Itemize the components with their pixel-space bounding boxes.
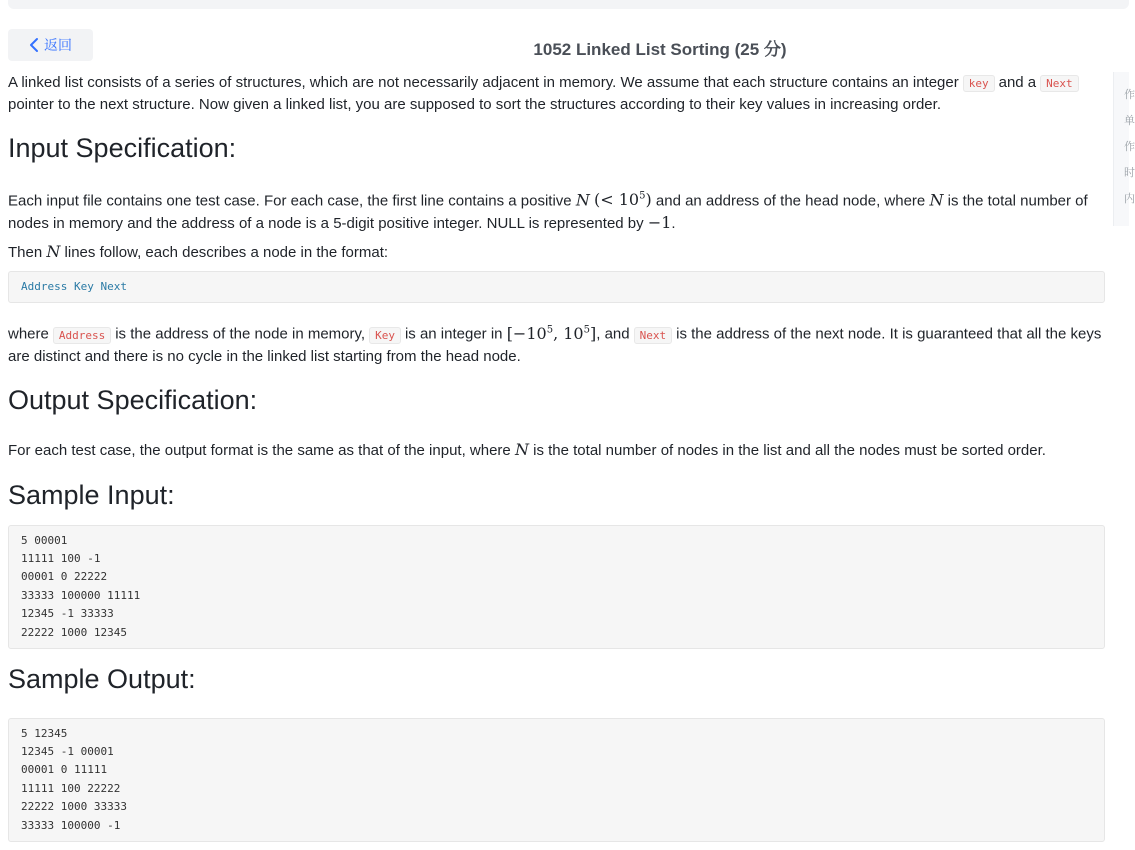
side-panel-item[interactable]: 内 xyxy=(1124,193,1135,205)
chevron-left-icon xyxy=(28,37,40,53)
top-bar xyxy=(8,0,1129,9)
code-next: Next xyxy=(1040,75,1079,92)
page-title: 1052 Linked List Sorting (25 分) xyxy=(533,40,787,59)
code-next: Next xyxy=(634,327,673,344)
input-spec-heading: Input Specification: xyxy=(8,133,237,163)
problem-content xyxy=(8,72,1105,842)
sample-input-code: 5 00001 11111 100 -1 00001 0 22222 33333 100000 11111 12345 -1 33333 22222 1000 12345 xyxy=(8,525,1105,649)
output-spec-paragraph: For each test case, the output format is the same as that of the input, where N is the total number of nodes in the list and all the nodes must be sorted order. xyxy=(8,439,1046,459)
intro-paragraph: A linked list consists of a series of structures, which are not necessarily adjacent in memory. We assume that each structure contains an integer key and a Next pointer to the next structure. Now given a linked list, you are supposed to sort the structures according to their key values in increasing order. xyxy=(8,72,1105,115)
side-panel-item[interactable]: 作 xyxy=(1124,141,1135,153)
code-key: Key xyxy=(369,327,401,344)
format-code-block: Address Key Next xyxy=(8,271,1105,303)
input-spec-paragraph: Each input file contains one test case. For each case, the first line contains a positive N (< $10^5$) and an address of the head node, where N is the total number of nodes in memory and the address of a node is a 5-digit positive integer. NULL is represented by −1. xyxy=(8,190,1088,233)
output-spec-heading: Output Specification: xyxy=(8,384,258,415)
sample-output-heading: Sample Output: xyxy=(8,663,196,694)
back-label: 返回 xyxy=(44,37,72,53)
code-address: Address xyxy=(53,327,111,344)
where-paragraph: where Address is the address of the node in memory, Key is an integer in [$-10^5$, $10^5$], and Next is the address of the next node. It is guaranteed that all the keys are distinct and there is no cycle in the linked list starting from the head node. xyxy=(8,323,1102,365)
sample-output-code: 5 12345 12345 -1 00001 00001 0 11111 11111 100 22222 22222 1000 33333 33333 100000 -1 xyxy=(8,718,1105,842)
then-paragraph: Then N lines follow, each describes a node in the format: xyxy=(8,242,389,262)
side-panel-item[interactable]: 单 xyxy=(1124,115,1135,127)
back-button[interactable] xyxy=(8,29,93,61)
code-key: key xyxy=(963,75,995,92)
sample-input-heading: Sample Input: xyxy=(8,479,175,510)
side-panel[interactable] xyxy=(1113,72,1135,226)
side-panel-item[interactable]: 作 xyxy=(1124,89,1135,101)
side-panel-item[interactable]: 时 xyxy=(1124,167,1135,179)
